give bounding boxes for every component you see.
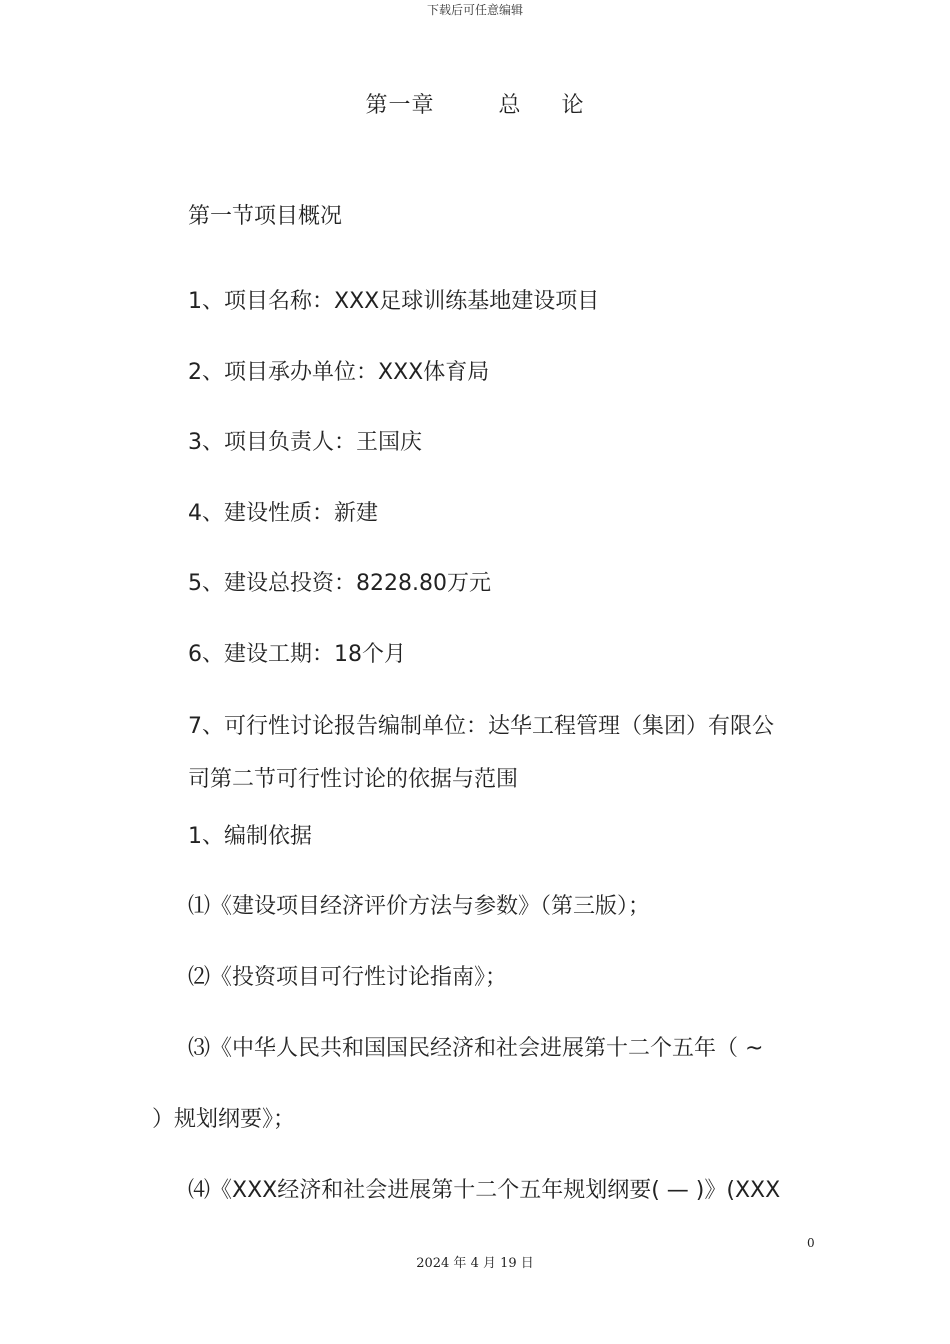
item-construction-period: 6、建设工期：18个月	[188, 642, 406, 667]
item-construction-nature: 4、建设性质：新建	[188, 501, 378, 526]
basis-ref-4-line1: ⑷《XXX经济和社会进展第十二个五年规划纲要( — )》(XXX	[188, 1178, 781, 1203]
item-report-unit-line1: 7、可行性讨论报告编制单位：达华工程管理（集团）有限公	[188, 714, 774, 739]
item-project-name: 1、项目名称：XXX足球训练基地建设项目	[188, 289, 600, 314]
item-project-unit: 2、项目承办单位：XXX体育局	[188, 360, 490, 385]
basis-ref-1: ⑴《建设项目经济评价方法与参数》（第三版）；	[188, 894, 651, 919]
item-report-unit-line2: 司第二节可行性讨论的依据与范围	[188, 767, 519, 792]
section-title-overview: 第一节项目概况	[188, 204, 343, 229]
basis-ref-2: ⑵《投资项目可行性讨论指南》；	[188, 965, 508, 990]
basis-ref-3-line1: ⑶《中华人民共和国国民经济和社会进展第十二个五年（ ~	[188, 1036, 764, 1061]
page-number: 0	[807, 1236, 815, 1250]
chapter-title: 第一章 总 论	[365, 93, 585, 118]
item-total-investment: 5、建设总投资：8228.80万元	[188, 571, 491, 596]
item-project-leader: 3、项目负责人：王国庆	[188, 430, 422, 455]
basis-heading: 1、编制依据	[188, 824, 312, 849]
footer-date: 2024 年 4 月 19 日	[416, 1256, 534, 1271]
basis-ref-3-line2: ）规划纲要》；	[152, 1107, 296, 1132]
header-note: 下载后可任意编辑	[426, 3, 523, 17]
